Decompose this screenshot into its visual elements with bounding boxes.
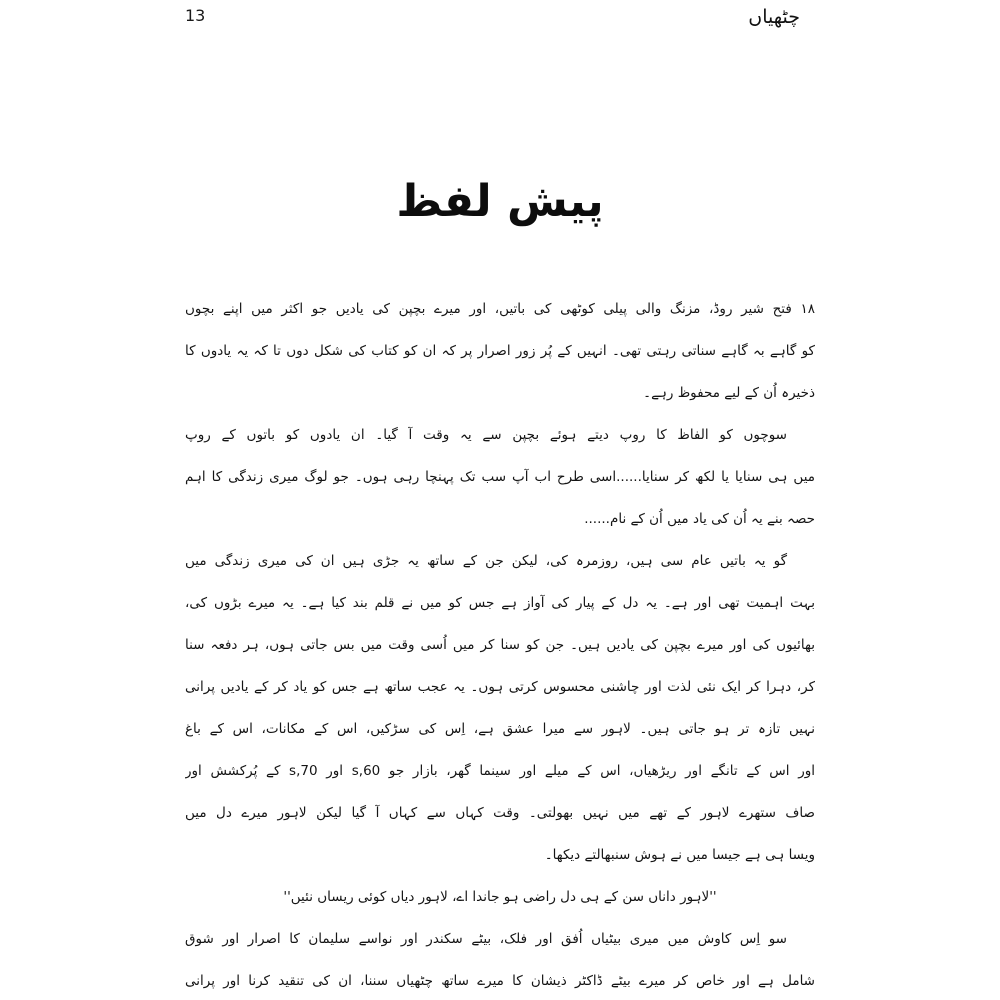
text-line: کو گاہے بہ گاہے سناتی رہتی تھی۔ انہیں کے پُر زور اصرار پر کہ ان کو کتاب کی شکل دوں تا کہ یہ یادوں کا bbox=[185, 343, 815, 359]
quote-paragraph bbox=[185, 876, 815, 918]
text-line: حصہ بنے یہ اُن کی یاد میں اُن کے نام...... bbox=[584, 511, 815, 527]
paragraph bbox=[185, 414, 815, 540]
running-title: چٹھیاں bbox=[748, 6, 800, 28]
text-line: شامل ہے اور خاص کر میرے بیٹے ڈاکٹر ذیشان کا میرے ساتھ چٹھیاں سننا، ان کی تنقید کرنا اور پرانی bbox=[185, 973, 815, 989]
text-line: بھائیوں کی اور میرے بچپن کی یادیں ہیں۔ جن کو سنا کر میں اُسی وقت میں بس جاتی ہوں، ہر دفعہ سنا bbox=[185, 637, 815, 653]
text-line: گو یہ باتیں عام سی ہیں، روزمرہ کی، لیکن جن کے ساتھ یہ جڑی ہیں ان کی میری زندگی میں bbox=[185, 553, 787, 569]
text-line: صاف ستھرے لاہور کے تھے میں نہیں بھولتی۔ وقت کہاں سے کہاں آ گیا لیکن لاہور میرے دل میں bbox=[185, 805, 815, 821]
text-line: ''لاہور داناں سن کے ہی دل راضی ہو جاندا اے، لاہور دیاں کوئی ریساں نئیں'' bbox=[283, 889, 717, 905]
paragraph bbox=[185, 918, 815, 1000]
text-line: ۱۸ فتح شیر روڈ، مزنگ والی پیلی کوٹھی کی باتیں، اور میرے بچپن کی یادیں جو اکثر میں اپنے بچوں bbox=[185, 301, 815, 317]
text-line: سوچوں کو الفاظ کا روپ دیتے ہوئے بچپن سے یہ وقت آ گیا۔ ان یادوں کو باتوں کے روپ bbox=[185, 427, 787, 443]
text-line: نہیں تازہ تر ہو جاتی ہیں۔ لاہور سے میرا عشق ہے، اِس کی سڑکیں، اس کے مکانات، اس کے باغ bbox=[185, 721, 815, 737]
page-header bbox=[185, 4, 800, 30]
text-line: ذخیرہ اُن کے لیے محفوظ رہے۔ bbox=[643, 385, 815, 401]
text-line: بہت اہمیت تھی اور ہے۔ یہ دل کے پیار کی آواز ہے جس کو میں نے قلم بند کیا ہے۔ یہ میرے بڑوں کی، bbox=[185, 595, 815, 611]
text-line: کر، دہرا کر ایک نئی لذت اور چاشنی محسوس کرتی ہوں۔ یہ عجب ساتھ ہے جس کو یاد کر کے یادیں پرانی bbox=[185, 679, 815, 695]
text-line: ویسا ہی ہے جیسا میں نے ہوش سنبھالتے دیکھا۔ bbox=[544, 847, 815, 863]
paragraph bbox=[185, 540, 815, 876]
text-line: سو اِس کاوش میں میری بیٹیاں اُفق اور فلک، بیٹے سکندر اور نواسے سلیمان کا اصرار اور شوق bbox=[185, 931, 787, 947]
text-line: اور اس کے تانگے اور ریڑھیاں، اس کے میلے اور سینما گھر، بازار جو 60,s اور 70,s کے پُرکشش اور bbox=[185, 763, 815, 779]
page-number: 13 bbox=[185, 6, 206, 25]
preface-body bbox=[185, 288, 815, 1000]
text-line: میں ہی سنایا یا لکھ کر سنایا......اسی طرح اب آپ سب تک پہنچا رہی ہوں۔ جو لوگ میری زندگی کا اہم bbox=[185, 469, 815, 485]
preface-title: پیش لفظ bbox=[396, 176, 604, 227]
paragraph bbox=[185, 288, 815, 414]
